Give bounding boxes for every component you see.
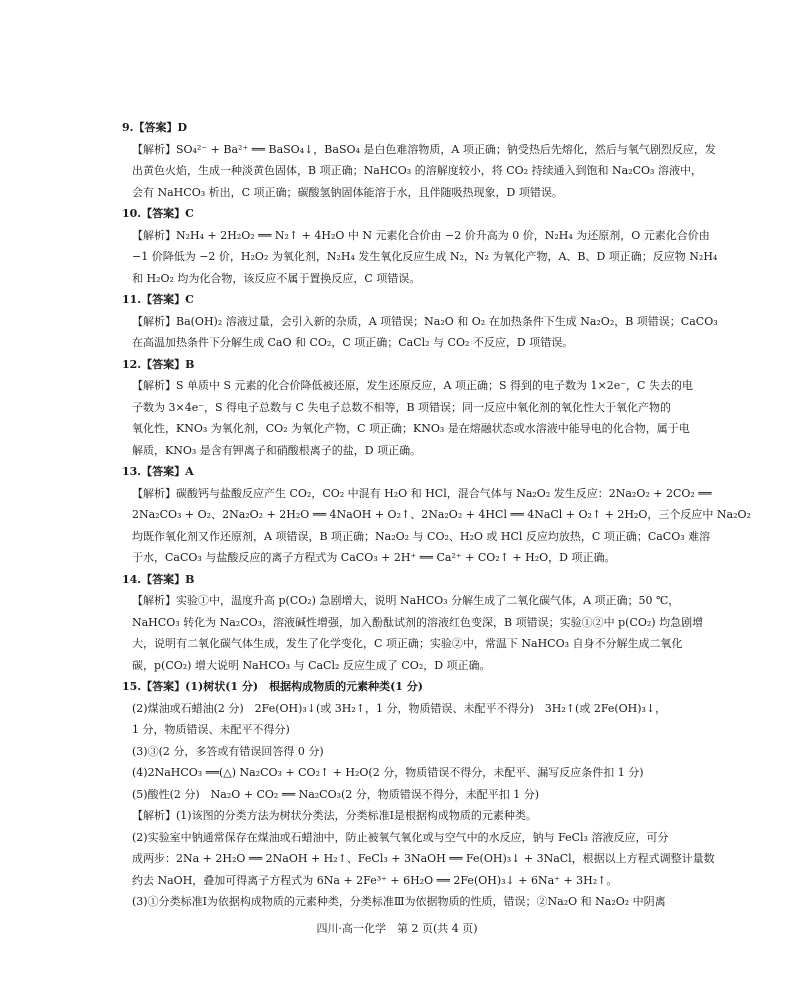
text-line: (3)③(2 分，多答或有错误回答得 0 分) [132,744,324,758]
text-line: 氧化性，KNO₃ 为氧化剂，CO₂ 为氧化产物，C 项正确；KNO₃ 是在熔融状态或水溶液中能导电的化合物，属于电 [132,422,690,435]
page-footer: 四川·高一化学 第 2 页(共 4 页) [316,922,478,935]
text-line: −1 价降低为 −2 价，H₂O₂ 为氧化剂，N₂H₄ 发生氧化反应生成 N₂，N₂ 为氧化产物，A、B、D 项正确；反应物 N₂H₄ [132,250,718,263]
text-line: 解质，KNO₃ 是含有钾离子和硝酸根离子的盐，D 项正确。 [132,443,422,457]
text-line: 和 H₂O₂ 均为化合物，该反应不属于置换反应，C 项错误。 [132,271,421,285]
text-line: 出黄色火焰，生成一种淡黄色固体，B 项正确；NaHCO₃ 的溶解度较小，将 CO₂ 持续通入到饱和 Na₂CO₃ 溶液中， [132,164,702,177]
text-line: NaHCO₃ 转化为 Na₂CO₃，溶液碱性增强，加入酚酞试剂的溶液红色变深，B 项错误；实验①②中 p(CO₂) 均急剧增 [132,615,704,629]
text-line: 1 分，物质错误、未配平不得分) [132,723,290,736]
answer-heading: 9.【答案】D [122,121,188,134]
answer-content [122,117,751,913]
text-line: 【解析】Ba(OH)₂ 溶液过量，会引入新的杂质，A 项错误；Na₂O 和 O₂ 在加热条件下生成 Na₂O₂，B 项错误；CaCO₃ [132,314,718,328]
text-line: (5)酸性(2 分) Na₂O + CO₂ ══ Na₂CO₃(2 分，物质错误不得分，未配平扣 1 分) [132,787,540,801]
text-line: 【解析】SO₄²⁻ + Ba²⁺ ══ BaSO₄↓，BaSO₄ 是白色难溶物质，A 项正确；钠受热后先熔化，然后与氧气剧烈反应，发 [132,142,716,156]
answer-heading: 10.【答案】C [122,207,194,220]
answer-heading: 13.【答案】A [122,465,194,478]
text-line: 大，说明有二氧化碳气体生成，发生了化学变化，C 项正确；实验②中，常温下 NaHCO₃ 自身不分解生成二氧化 [132,637,683,650]
text-line: 【解析】(1)该图的分类方法为树状分类法，分类标准Ⅰ是根据构成物质的元素种类。 [132,809,537,822]
answer-heading: 14.【答案】B [122,572,195,586]
answer-heading: 11.【答案】C [122,293,194,306]
text-line: (3)①分类标准Ⅰ为依据构成物质的元素种类，分类标准Ⅲ为依据物质的性质，错误；②Na₂O 和 Na₂O₂ 中阴离 [132,895,666,908]
text-line: 【解析】N₂H₄ + 2H₂O₂ ══ N₂↑ + 4H₂O 中 N 元素化合价由 −2 价升高为 0 价，N₂H₄ 为还原剂，O 元素化合价由 [132,228,710,242]
answer-heading: 15.【答案】(1)树状(1 分) 根据构成物质的元素种类(1 分) [122,680,423,693]
text-line: 均既作氧化剂又作还原剂，A 项错误，B 项正确；Na₂O₂ 与 CO₂、H₂O 或 HCl 反应均放热，C 项正确；CaCO₃ 难溶 [132,529,711,543]
text-line: (2)实验室中钠通常保存在煤油或石蜡油中，防止被氧气氧化或与空气中的水反应，钠与 FeCl₃ 溶液反应，可分 [132,830,669,844]
text-line: 在高温加热条件下分解生成 CaO 和 CO₂，C 项正确；CaCl₂ 与 CO₂ 不反应，D 项错误。 [132,336,574,349]
text-line: 【解析】碳酸钙与盐酸反应产生 CO₂，CO₂ 中混有 H₂O 和 HCl，混合气体与 Na₂O₂ 发生反应：2Na₂O₂ + 2CO₂ ══ [132,486,712,500]
text-line: 【解析】实验①中，温度升高 p(CO₂) 急剧增大，说明 NaHCO₃ 分解生成了二氧化碳气体，A 项正确；50 ℃， [132,594,680,607]
text-line: 子数为 3×4e⁻，S 得电子总数与 C 失电子总数不相等，B 项错误；同一反应中氧化剂的氧化性大于氧化产物的 [132,400,672,414]
text-line: (4)2NaHCO₃ ══(△) Na₂CO₃ + CO₂↑ + H₂O(2 分，物质错误不得分，未配平、漏写反应条件扣 1 分) [132,766,644,779]
text-line: 会有 NaHCO₃ 析出，C 项正确；碳酸氢钠固体能溶于水，且伴随吸热现象，D 项错误。 [132,185,563,199]
text-line: 约去 NaOH，叠加可得离子方程式为 6Na + 2Fe³⁺ + 6H₂O ══ 2Fe(OH)₃↓ + 6Na⁺ + 3H₂↑。 [132,873,618,887]
text-line: 于水，CaCO₃ 与盐酸反应的离子方程式为 CaCO₃ + 2H⁺ ══ Ca²⁺ + CO₂↑ + H₂O，D 项正确。 [132,551,616,564]
text-line: (2)煤油或石蜡油(2 分) 2Fe(OH)₃↓(或 3H₂↑，1 分，物质错误、未配平不得分) 3H₂↑(或 2Fe(OH)₃↓， [132,701,667,715]
answer-heading: 12.【答案】B [122,357,195,371]
text-line: 碳，p(CO₂) 增大说明 NaHCO₃ 与 CaCl₂ 反应生成了 CO₂，D 项正确。 [132,658,491,672]
text-line: 2Na₂CO₃ + O₂、2Na₂O₂ + 2H₂O ══ 4NaOH + O₂↑、2Na₂O₂ + 4HCl ══ 4NaCl + O₂↑ + 2H₂O，三个反应中 Na₂O₂ [132,508,751,521]
text-line: 成两步：2Na + 2H₂O ══ 2NaOH + H₂↑、FeCl₃ + 3NaOH ══ Fe(OH)₃↓ + 3NaCl，根据以上方程式调整计量数 [132,852,715,865]
text-line: 【解析】S 单质中 S 元素的化合价降低被还原，发生还原反应，A 项正确；S 得到的电子数为 1×2e⁻，C 失去的电 [132,379,693,392]
